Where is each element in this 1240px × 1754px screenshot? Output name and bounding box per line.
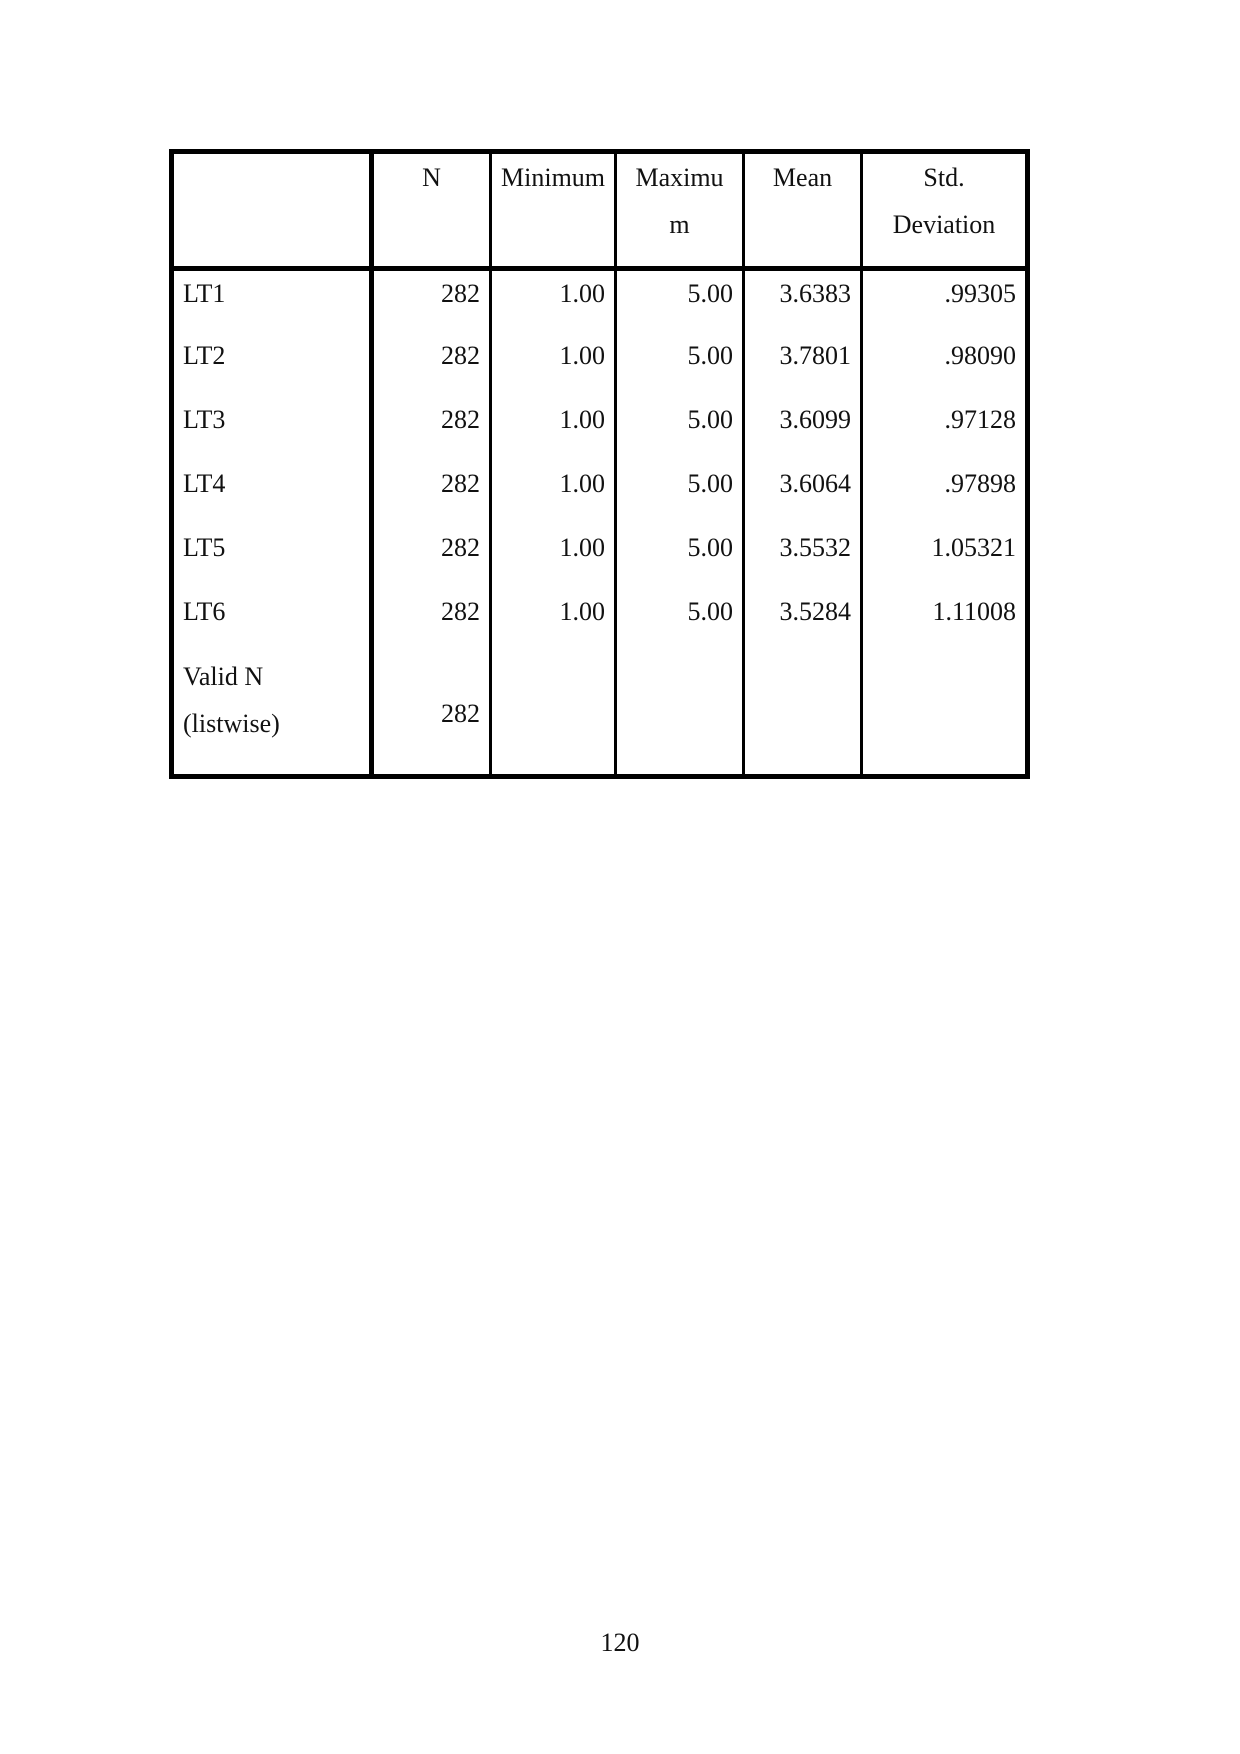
- cell-std-deviation: .98090: [862, 333, 1028, 397]
- table-row: [172, 397, 1028, 461]
- cell-std-deviation: .97898: [862, 461, 1028, 525]
- valid-n-label: [172, 653, 372, 777]
- valid-n-empty-mean: [744, 653, 862, 777]
- table-header-row: [172, 152, 1028, 269]
- cell-std-deviation: 1.11008: [862, 589, 1028, 653]
- row-label: LT1: [172, 269, 372, 333]
- valid-n-value: 282: [372, 653, 491, 777]
- table-row: [172, 589, 1028, 653]
- cell-maximum: 5.00: [616, 525, 744, 589]
- header-maximum-line-1: Maximu: [635, 163, 724, 192]
- page-number: 120: [600, 1628, 640, 1657]
- cell-mean: 3.5532: [744, 525, 862, 589]
- valid-n-empty-minimum: [491, 653, 616, 777]
- header-mean: [744, 152, 862, 269]
- row-label: LT5: [172, 525, 372, 589]
- cell-minimum: 1.00: [491, 269, 616, 333]
- header-mean-label: Mean: [772, 163, 833, 192]
- row-label: LT2: [172, 333, 372, 397]
- cell-minimum: 1.00: [491, 397, 616, 461]
- cell-maximum: 5.00: [616, 589, 744, 653]
- cell-minimum: 1.00: [491, 461, 616, 525]
- header-corner-cell: [172, 152, 372, 269]
- valid-n-empty-std-deviation: [862, 653, 1028, 777]
- table-row: [172, 269, 1028, 333]
- cell-maximum: 5.00: [616, 333, 744, 397]
- valid-n-row: [172, 653, 1028, 777]
- header-maximum-line-2: m: [669, 210, 690, 239]
- cell-mean: 3.6383: [744, 269, 862, 333]
- cell-n: 282: [372, 525, 491, 589]
- cell-n: 282: [372, 269, 491, 333]
- header-std-deviation: [862, 152, 1028, 269]
- valid-n-label-line-1: Valid N: [183, 661, 264, 691]
- cell-n: 282: [372, 397, 491, 461]
- cell-maximum: 5.00: [616, 461, 744, 525]
- row-label: LT6: [172, 589, 372, 653]
- valid-n-label-line-2: (listwise): [183, 708, 280, 738]
- header-maximum: [616, 152, 744, 269]
- cell-minimum: 1.00: [491, 333, 616, 397]
- cell-n: 282: [372, 333, 491, 397]
- cell-maximum: 5.00: [616, 397, 744, 461]
- row-label: LT3: [172, 397, 372, 461]
- table-row: [172, 333, 1028, 397]
- cell-std-deviation: 1.05321: [862, 525, 1028, 589]
- valid-n-empty-maximum: [616, 653, 744, 777]
- cell-maximum: 5.00: [616, 269, 744, 333]
- header-std-line-2: Deviation: [892, 210, 996, 239]
- cell-std-deviation: .97128: [862, 397, 1028, 461]
- descriptive-statistics-table: [169, 149, 1030, 779]
- cell-mean: 3.6099: [744, 397, 862, 461]
- cell-mean: 3.7801: [744, 333, 862, 397]
- row-label: LT4: [172, 461, 372, 525]
- cell-minimum: 1.00: [491, 525, 616, 589]
- header-std-line-1: Std.: [923, 163, 965, 192]
- cell-mean: 3.5284: [744, 589, 862, 653]
- header-n-label: N: [422, 163, 441, 192]
- header-minimum: [491, 152, 616, 269]
- cell-minimum: 1.00: [491, 589, 616, 653]
- cell-std-deviation: .99305: [862, 269, 1028, 333]
- cell-mean: 3.6064: [744, 461, 862, 525]
- cell-n: 282: [372, 461, 491, 525]
- table-row: [172, 461, 1028, 525]
- header-n: [372, 152, 491, 269]
- cell-n: 282: [372, 589, 491, 653]
- table-row: [172, 525, 1028, 589]
- header-minimum-label: Minimum: [501, 163, 606, 192]
